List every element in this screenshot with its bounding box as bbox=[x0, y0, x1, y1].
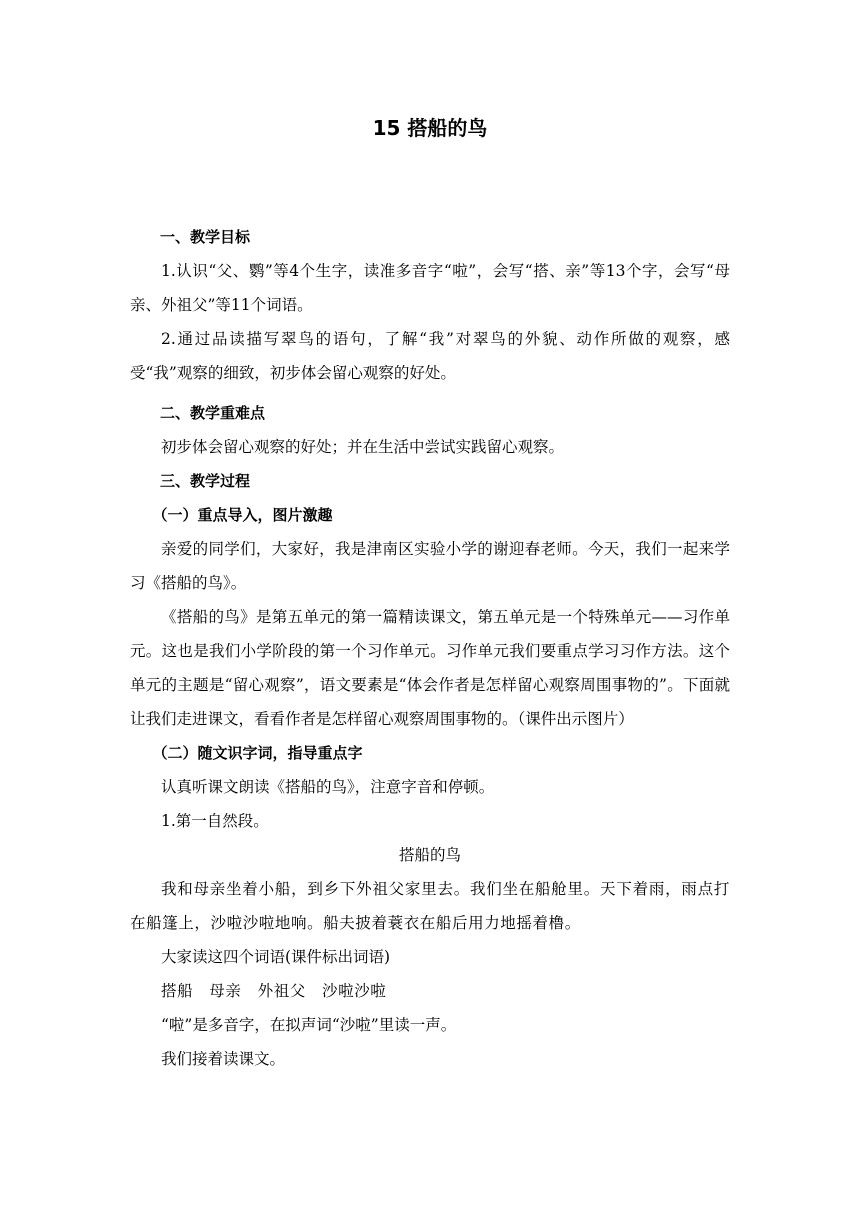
subheading-introduction: （一）重点导入，图片激趣 bbox=[152, 506, 333, 524]
polyphone-note: “啦”是多音字，在拟声词“沙啦”里读一声。 bbox=[161, 1016, 457, 1034]
key-points-paragraph: 初步体会留心观察的好处；并在生活中尝试实践留心观察。 bbox=[161, 438, 565, 456]
document-title: 15 搭船的鸟 bbox=[372, 116, 488, 140]
vocabulary-paragraph-2: 1.第一自然段。 bbox=[161, 812, 269, 830]
intro-paragraph-1: 亲爱的同学们，大家好，我是津南区实验小学的谢迎春老师。今天，我们一起来学习《搭船的鸟》。 bbox=[130, 540, 730, 592]
read-words-instruction: 大家读这四个词语(课件标出词语) bbox=[161, 948, 391, 966]
word-list: 搭船 母亲 外祖父 沙啦沙啦 bbox=[161, 982, 387, 1000]
intro-paragraph-2: 《搭船的鸟》是第五单元的第一篇精读课文，第五单元是一个特殊单元——习作单元。这也是我们小学阶段的第一个习作单元。习作单元我们要重点学习习作方法。这个单元的主题是“留心观察”，语文要素是“体会作者是怎样留心观察周围事物的”。下面就让我们走进课文，看看作者是怎样留心观察周围事物的。（课件出示图片） bbox=[130, 608, 730, 728]
section-heading-process: 三、教学过程 bbox=[160, 472, 251, 490]
goal-paragraph-2: 2.通过品读描写翠鸟的语句，了解“我”对翠鸟的外貌、动作所做的观察，感受“我”观察的细致，初步体会留心观察的好处。 bbox=[130, 330, 730, 382]
section-heading-goals: 一、教学目标 bbox=[160, 228, 251, 246]
continue-reading: 我们接着读课文。 bbox=[161, 1050, 286, 1068]
goal-paragraph-1: 1.认识“父、鹦”等4个生字，读准多音字“啦”，会写“搭、亲”等13个字，会写“母亲、外祖父”等11个词语。 bbox=[130, 262, 730, 314]
section-heading-key-points: 二、教学重难点 bbox=[160, 404, 266, 422]
subheading-vocabulary: （二）随文识字词，指导重点字 bbox=[152, 744, 363, 762]
vocabulary-paragraph-1: 认真听课文朗读《搭船的鸟》，注意字音和停顿。 bbox=[161, 778, 495, 796]
document-body bbox=[130, 220, 730, 1076]
passage-title: 搭船的鸟 bbox=[398, 846, 461, 864]
passage-text: 我和母亲坐着小船，到乡下外祖父家里去。我们坐在船舱里。天下着雨，雨点打在船篷上，沙啦沙啦地响。船夫披着蓑衣在船后用力地摇着橹。 bbox=[130, 880, 730, 932]
